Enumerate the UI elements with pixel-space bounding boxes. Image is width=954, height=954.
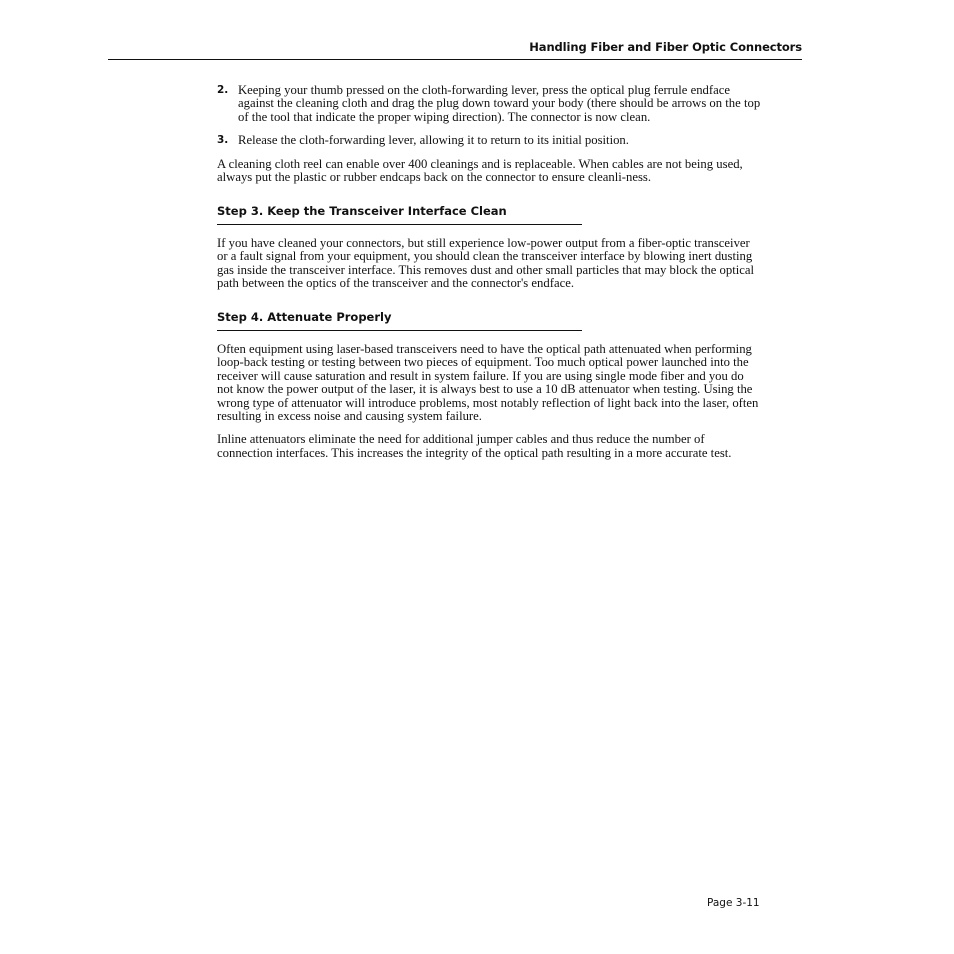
numbered-step-3 [217,134,763,147]
transceiver-paragraph: If you have cleaned your connectors, but still experience low-power output from a fiber-optic transceiver or a fault signal from your equipment, you should clean the transceiver interface by blowing inert dusting gas inside the transceiver interface. This removes dust and other small particles that may block the optical path between the optics of the transceiver and the connector's endface. [217,235,755,291]
step-text: Release the cloth-forwarding lever, allowing it to return to its initial position. [238,133,629,148]
section-heading-step-4: Step 4. Attenuate Properly [217,311,582,330]
page-number: Page 3-11 [707,897,760,909]
step-text: Keeping your thumb pressed on the cloth-forwarding lever, press the optical plug ferrule endface against the cleaning cloth and drag the plug down toward your body (there should be arrows on the top of the tool that indicate the proper wiping direction). The connector is now clean. [238,83,761,124]
numbered-step-2 [217,84,763,124]
running-header-title: Handling Fiber and Fiber Optic Connectors [529,40,802,54]
step-number: 3. [217,134,229,147]
section-heading-step-3: Step 3. Keep the Transceiver Interface Clean [217,205,582,224]
header-rule [108,59,802,60]
cleaning-reel-paragraph: A cleaning cloth reel can enable over 400 cleanings and is replaceable. When cables are not being used, always put the plastic or rubber endcaps back on the connector to ensure cleanli-ness. [217,156,743,185]
attenuation-paragraph: Often equipment using laser-based transceivers need to have the optical path attenuated when performing loop-back testing or testing between two pieces of equipment. Too much optical power launched into the receiver will cause saturation and result in system failure. If you are using single mode fiber and you do not know the power output of the laser, it is always best to use a 10 dB attenuator when testing. Using the wrong type of attenuator will introduce problems, most notably reflection of light back into the laser, often resulting in excess noise and causing system failure. [217,341,759,423]
page-body [217,84,763,470]
step-number: 2. [217,84,229,96]
inline-attenuators-paragraph: Inline attenuators eliminate the need for additional jumper cables and thus reduce the number of connection interfaces. This increases the integrity of the optical path resulting in a more accurate test. [217,432,732,460]
